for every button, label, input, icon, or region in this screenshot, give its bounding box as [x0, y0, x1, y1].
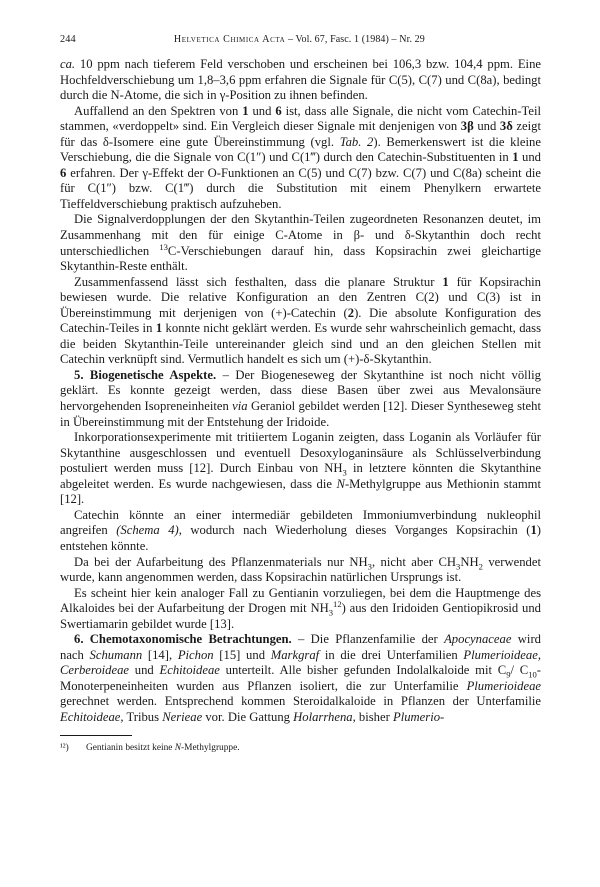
footnote	[60, 742, 541, 754]
volume-info: – Vol. 67, Fasc. 1 (1984) – Nr. 29	[287, 34, 425, 45]
journal-name: Helvetica Chimica Acta	[173, 34, 286, 45]
paragraph-8: Da bei der Aufarbeitung des Pflanzenmaterials nur $NH_3$, nicht aber $CH_3NH_2$ verwendet wurde, kann angenommen werden, dass Kopsirachin natürlichen Ursprungs ist.	[60, 554, 541, 585]
page-number: 244	[60, 34, 76, 45]
page	[60, 34, 541, 754]
paragraph-3: Die Signalverdopplungen der den Skytanthin-Teilen zugeordneten Resonanzen deutet, im Zusammenhang mit den für einige C-Atome in β- und δ-Skytanthin doch recht unterschiedlichen $^{13}$C-Verschiebungen darauf hin, dass Kopsirachin zwei gleichartige Skytanthin-Reste enthält.	[60, 212, 541, 274]
paragraph-4: Zusammenfassend lässt sich festhalten, dass die planare Struktur 1 für Kopsirachin bewiesen wurde. Die relative Konfiguration an den Zentren C(2) und C(3) ist in Übereinstimmung mit derjenigen von (+)-Catechin (2). Die absolute Konfiguration des Catechin-Teiles in 1 konnte nicht geklärt werden. Es wurde sehr wahrscheinlich gemacht, dass die beiden Skytanthin-Teile untereinander gleich sind und an den gleichen Stellen mit Catechin verknüpft sind. Vermutlich handelt es sich um (+)-δ-Skytanthin.	[60, 274, 541, 367]
paragraph-5: 5. Biogenetische Aspekte. – Der Biogeneseweg der Skytanthine ist noch nicht völlig geklärt. Es konnte gezeigt werden, dass diese Basen über zwei aus Mevalonsäure hervorgehenden Isopreneinheiten via Geraniol gebildet werden [12]. Dieser Syntheseweg steht in Übereinstimmung mit der Entstehung der Iridoide.	[60, 367, 541, 429]
ca-abbrev: ca.	[60, 57, 76, 71]
paragraph-1: ca. 10 ppm nach tieferem Feld verschoben und erscheinen bei 106,3 bzw. 104,4 ppm. Eine Hochfeldverschiebung um 1,8–3,6 ppm erfahren die Signale für C(5), C(7) und C(8a), bedingt durch die N-Atome, die sich in γ-Position zu ihnen befinden.	[60, 57, 541, 103]
running-header	[60, 34, 541, 45]
article-body	[60, 57, 541, 726]
paragraph-9: Es scheint hier kein analoger Fall zu Gentianin vorzuliegen, bei dem die Hauptmenge des Alkaloides bei der Aufarbeitung der Drogen mit $NH_3^{12}$) aus den Iridoiden Gentiopikrosid und Swertiamarin gebildet wurde [13].	[60, 585, 541, 631]
footnote-divider	[60, 735, 132, 736]
journal-header	[76, 34, 523, 45]
paragraph-10: 6. Chemotaxonomische Betrachtungen. – Die Pflanzenfamilie der Apocynaceae wird nach Schumann [14], Pichon [15] und Markgraf in die drei Unterfamilien Plumerioideae, Cerberoideae und Echitoideae unterteilt. Alle bisher gefunden Indolalkaloide mit $C_9/$ $C_{10}$-Monoterpeneinheiten wurden aus Pflanzen isoliert, die zur Unterfamilie Plumerioideae gerechnet werden. Entsprechend kommen Steroidalkaloide in Pflanzen der Unterfamilie Echitoideae, Tribus Nerieae vor. Die Gattung Holarrhena, bisher Plumerio-	[60, 632, 542, 724]
paragraph-6: Inkorporationsexperimente mit tritiiertem Loganin zeigten, dass Loganin als Vorläufer für Skytanthine ausgeschlossen und eventuell Desoxyloganinsäure als Schlüsselverbindung postuliert werden muss [12]. Durch Einbau von $NH_3$ in letztere könnten die Skytanthine abgeleitet werden. Es wurde nachgewiesen, dass die N-Methylgruppe aus Methionin stammt [12].	[60, 430, 542, 507]
footnote-text: Gentianin besitzt keine N-Methylgruppe.	[86, 742, 240, 753]
paragraph-2: Auffallend an den Spektren von 1 und 6 ist, dass alle Signale, die nicht vom Catechin-Teil stammen, «verdoppelt» sind. Ein Vergleich dieser Signale mit denjenigen von 3β und 3δ zeigt für das δ-Isomere eine gute Übereinstimmung (vgl. Tab. 2). Bemerkenswert ist die kleine Verschiebung, die die Signale von C(1″) und C(1‴) durch den Catechin-Substituenten in 1 und 6 erfahren. Der γ-Effekt der O-Funktionen an C(5) und C(7) bzw. C(7) und C(8a) scheint die für C(1″) bzw. C(1‴) durch die Substitution mit einem Phenylkern erwartete Tieffeldverschiebung praktisch aufzuheben.	[60, 103, 542, 211]
paragraph-7: Catechin könnte an einer intermediär gebildeten Immoniumverbindung nukleophil angreifen (Schema 4), wodurch nach Wiederholung dieses Vorganges Kopsirachin (1) entstehen könnte.	[60, 507, 541, 553]
footnote-mark: ¹²)	[60, 742, 69, 753]
